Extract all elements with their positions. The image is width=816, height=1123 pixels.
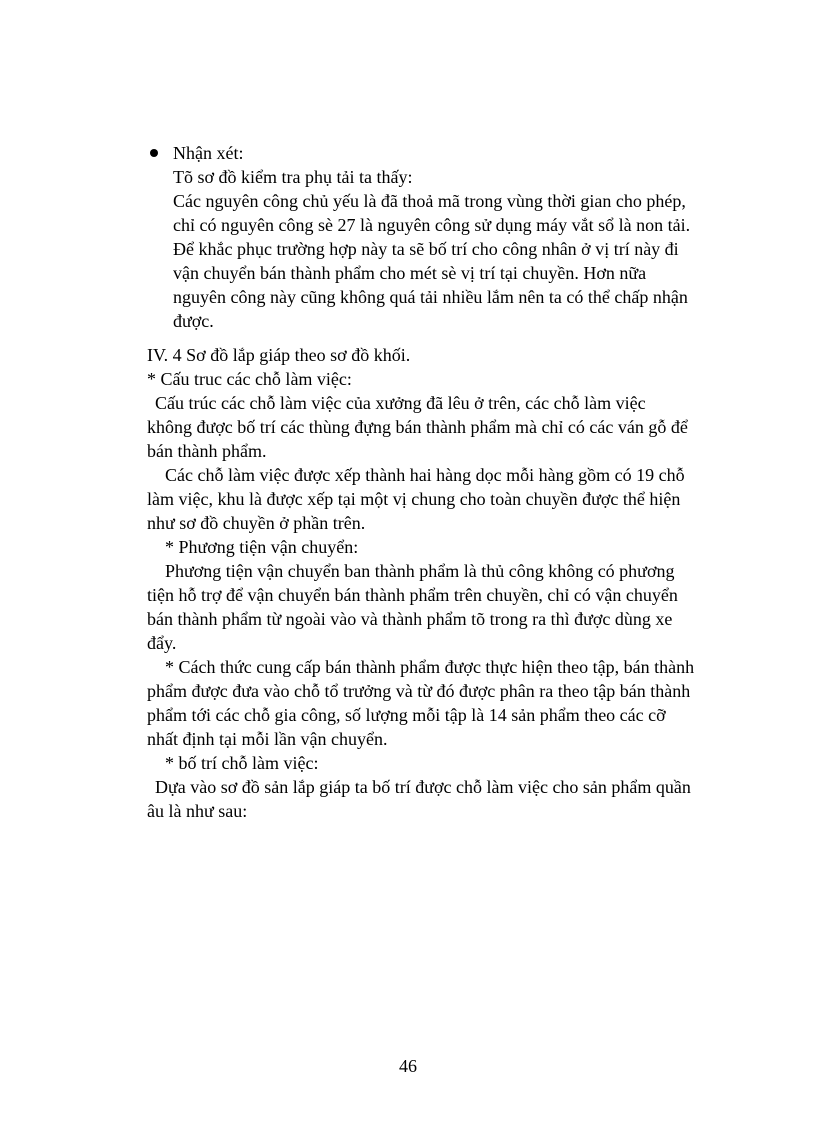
observation-line: được. — [173, 311, 214, 331]
body-line: * bố trí chỗ làm việc: — [165, 753, 319, 773]
body-line: phẩm được đưa vào chỗ tổ trưởng và từ đó được phân ra theo tập bán thành — [147, 681, 691, 701]
body-line: * Cách thức cung cấp bán thành phẩm được thực hiện theo tập, bán thành — [165, 657, 695, 677]
body-line: Các chỗ làm việc được xếp thành hai hàng dọc mỗi hàng gồm có 19 chỗ — [165, 465, 685, 485]
section-heading: IV. 4 Sơ đồ lắp giáp theo sơ đồ khối. — [147, 345, 411, 365]
observation-line: nguyên công này cũng không quá tải nhiều lắm nên ta có thể chấp nhận — [173, 287, 688, 307]
body-line: Dựa vào sơ đồ sản lắp giáp ta bố trí được chỗ làm việc cho sản phẩm quần — [155, 777, 691, 797]
page-number: 46 — [399, 1056, 417, 1076]
observation-heading: Nhận xét: — [173, 143, 244, 163]
body-line: như sơ đồ chuyền ở phần trên. — [147, 513, 366, 533]
body-line: không được bố trí các thùng đựng bán thành phẩm mà chỉ có các ván gỗ để — [147, 417, 688, 437]
observation-line: vận chuyển bán thành phẩm cho mét sè vị trí tại chuyền. Hơn nữa — [173, 263, 647, 283]
observation-line: Các nguyên công chủ yếu là đã thoả mã trong vùng thời gian cho phép, — [173, 191, 686, 211]
body-line: tiện hỗ trợ để vận chuyển bán thành phẩm trên chuyền, chỉ có vận chuyển — [147, 585, 678, 605]
body-line: làm việc, khu là được xếp tại một vị chung cho toàn chuyền được thể hiện — [147, 489, 681, 509]
observation-line: Tõ sơ đồ kiểm tra phụ tải ta thấy: — [173, 167, 413, 187]
observation-line: Để khắc phục trường hợp này ta sẽ bố trí cho công nhân ở vị trí này đi — [173, 239, 679, 259]
body-line: bán thành phẩm từ ngoài vào và thành phẩm tõ trong ra thì được dùng xe — [147, 609, 673, 629]
body-line: bán thành phẩm. — [147, 441, 267, 461]
body-line: Cấu trúc các chỗ làm việc của xưởng đã lêu ở trên, các chỗ làm việc — [155, 393, 646, 413]
body-line: nhất định tại mỗi lần vận chuyển. — [147, 729, 388, 749]
body-line: phẩm tới các chỗ gia công, số lượng mỗi tập là 14 sản phẩm theo các cỡ — [147, 705, 666, 725]
observation-line: chỉ có nguyên công sè 27 là nguyên công sử dụng máy vắt sổ là non tải. — [173, 215, 691, 235]
body-line: * Cấu truc các chỗ làm việc: — [147, 369, 352, 389]
bullet-icon — [150, 149, 158, 157]
body-line: * Phương tiện vận chuyển: — [165, 537, 359, 557]
body-line: âu là như sau: — [147, 801, 248, 821]
body-line: đẩy. — [147, 633, 177, 653]
body-line: Phương tiện vận chuyển ban thành phẩm là thủ công không có phương — [165, 561, 675, 581]
